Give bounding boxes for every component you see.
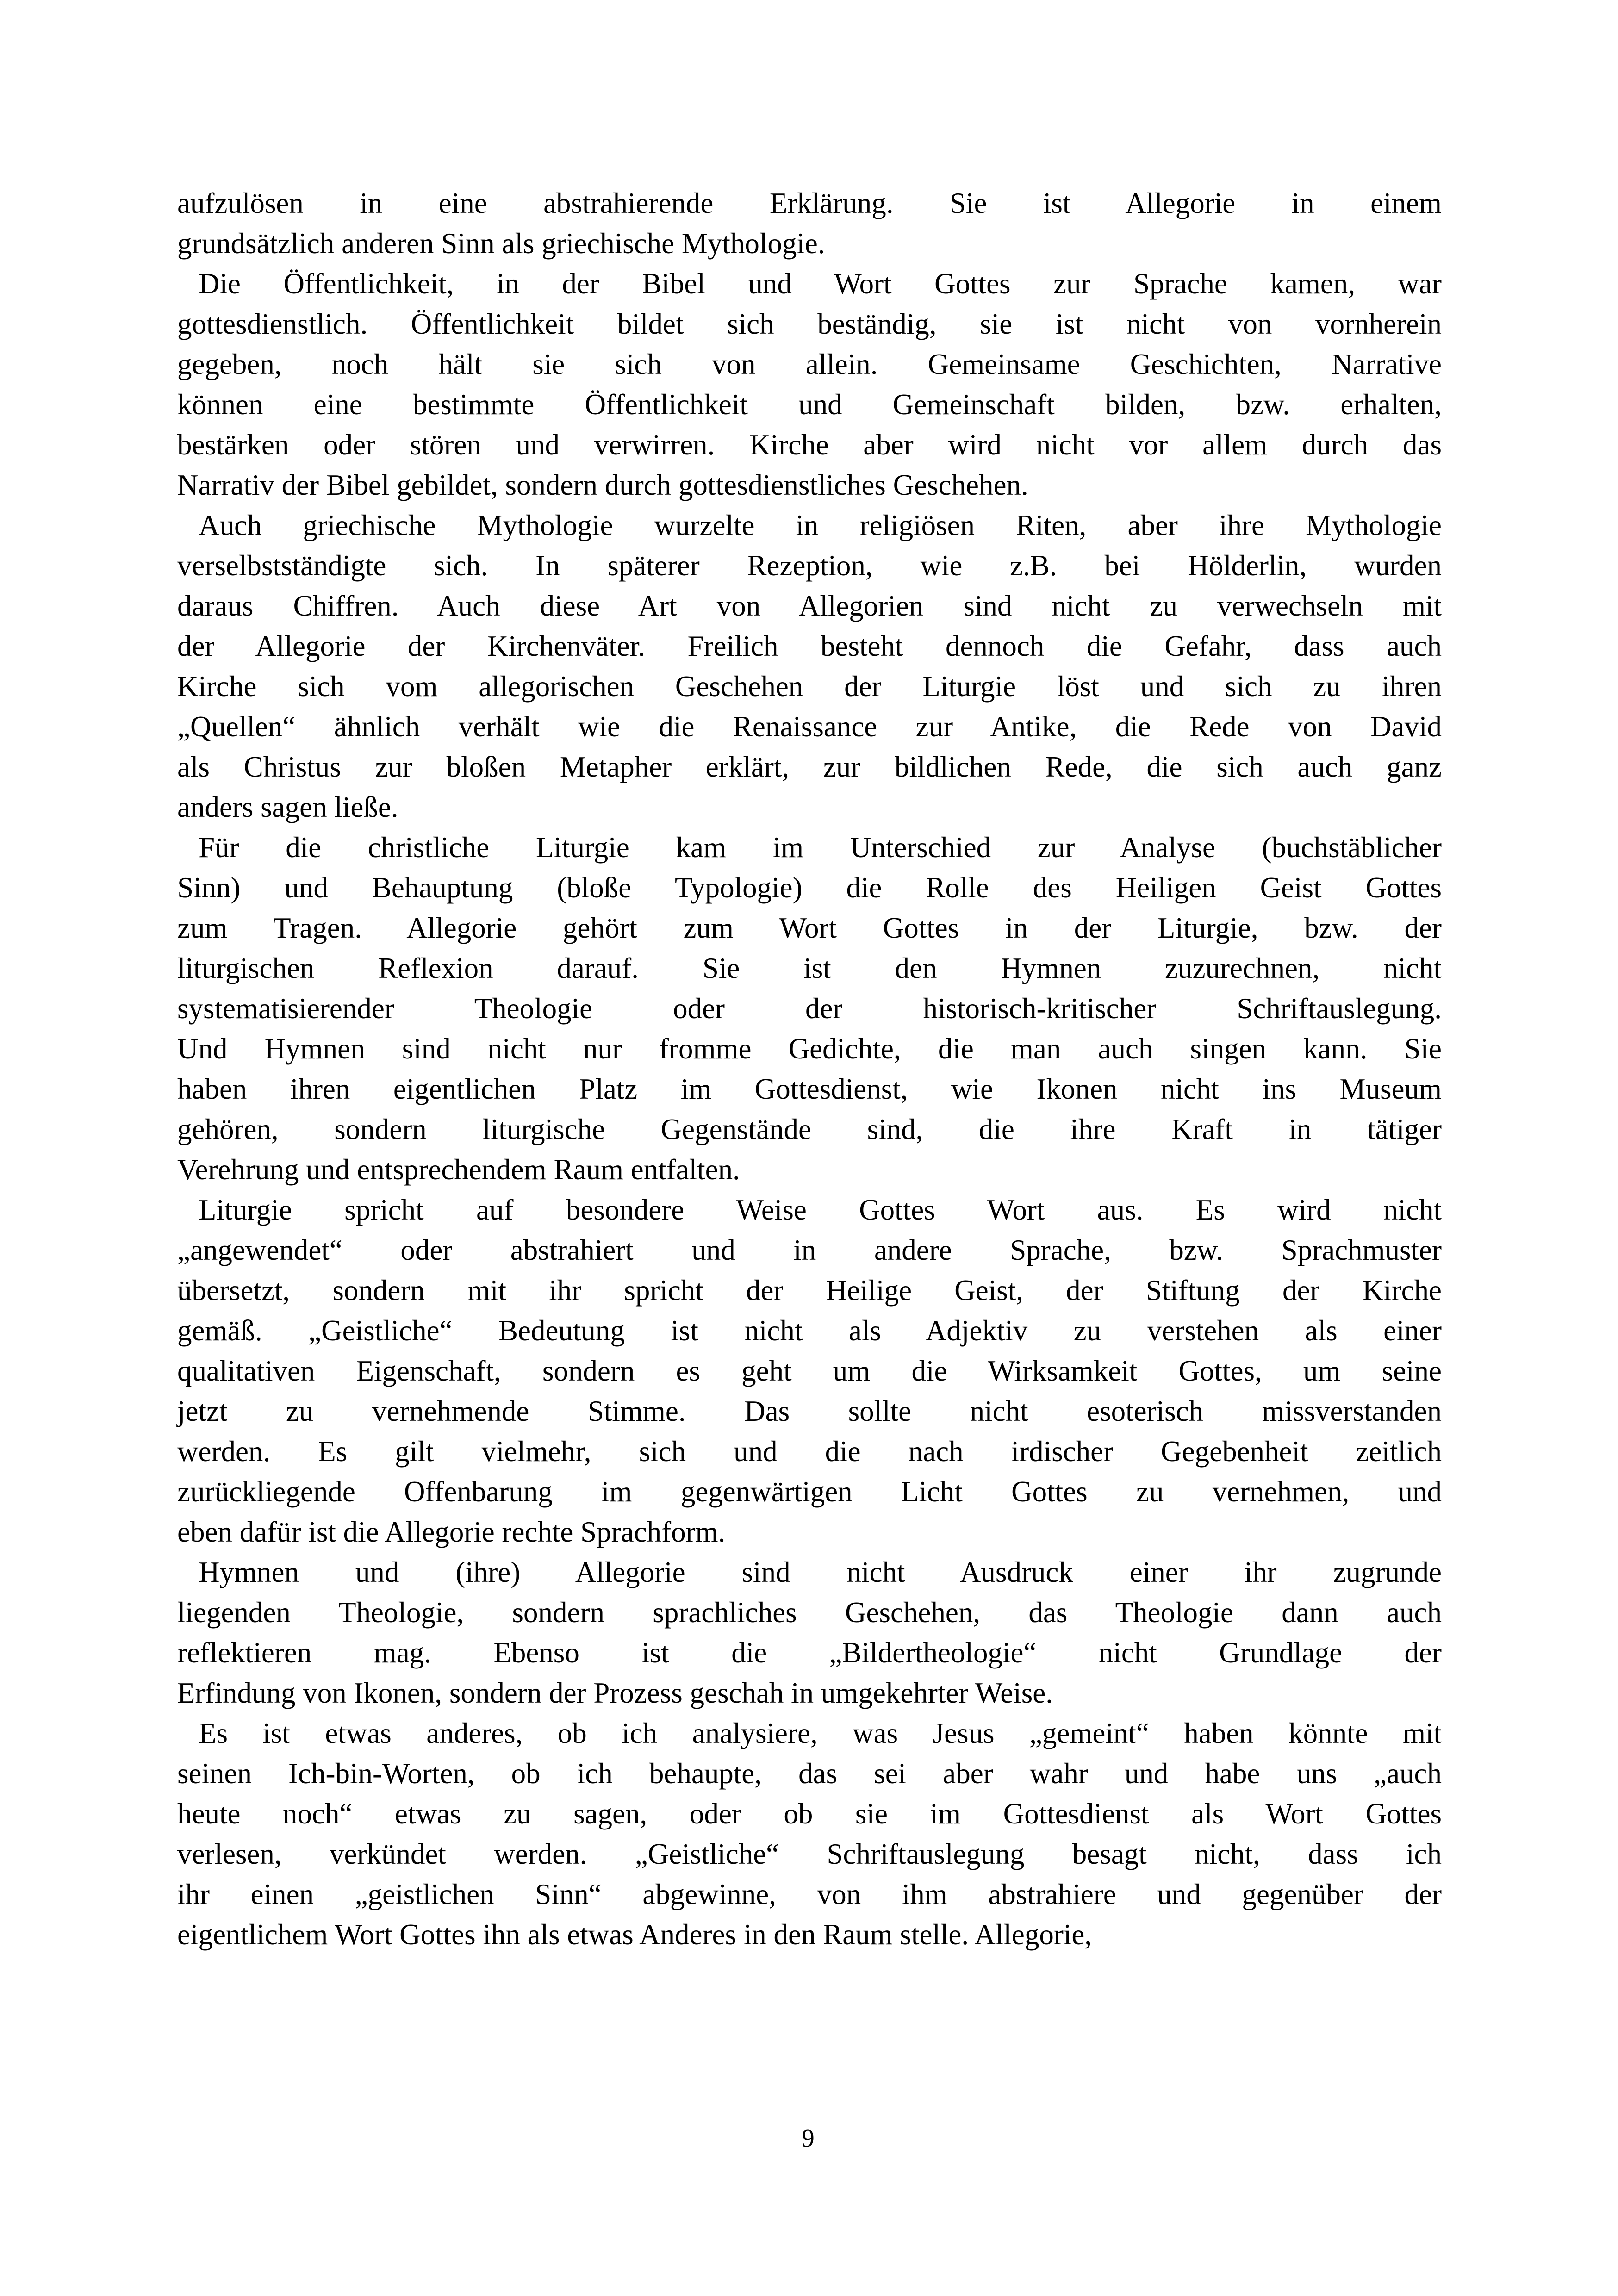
- text-line: zum Tragen. Allegorie gehört zum Wort Gottes in der Liturgie, bzw. der: [177, 912, 1442, 944]
- text-line: gegeben, noch hält sie sich von allein. Gemeinsame Geschichten, Narrative: [177, 348, 1442, 380]
- text-line: der Allegorie der Kirchenväter. Freilich besteht dennoch die Gefahr, dass auch: [177, 630, 1442, 662]
- text-line: Sinn) und Behauptung (bloße Typologie) die Rolle des Heiligen Geist Gottes: [177, 871, 1442, 904]
- text-line: Die Öffentlichkeit, in der Bibel und Wort Gottes zur Sprache kamen, war: [199, 268, 1442, 300]
- text-line: „angewendet“ oder abstrahiert und in andere Sprache, bzw. Sprachmuster: [177, 1234, 1442, 1266]
- paragraph: [177, 264, 1442, 505]
- text-line: aufzulösen in eine abstrahierende Erklärung. Sie ist Allegorie in einem: [177, 187, 1442, 219]
- paragraph: [177, 505, 1442, 828]
- text-line: Auch griechische Mythologie wurzelte in religiösen Riten, aber ihre Mythologie: [199, 509, 1442, 541]
- text-line: als Christus zur bloßen Metapher erklärt, zur bildlichen Rede, die sich auch ganz: [177, 751, 1442, 783]
- text-line: liegenden Theologie, sondern sprachliches Geschehen, das Theologie dann auch: [177, 1596, 1442, 1629]
- text-line: Narrativ der Bibel gebildet, sondern durch gottesdienstliches Geschehen.: [177, 469, 1028, 501]
- text-line: können eine bestimmte Öffentlichkeit und Gemeinschaft bilden, bzw. erhalten,: [177, 388, 1442, 421]
- text-line: verselbstständigte sich. In späterer Rezeption, wie z.B. bei Hölderlin, wurden: [177, 549, 1442, 582]
- text-line: liturgischen Reflexion darauf. Sie ist den Hymnen zuzurechnen, nicht: [177, 952, 1442, 984]
- text-line: seinen Ich-bin-Worten, ob ich behaupte, das sei aber wahr und habe uns „auch: [177, 1757, 1442, 1790]
- text-line: eben dafür ist die Allegorie rechte Sprachform.: [177, 1516, 726, 1548]
- text-line: systematisierender Theologie oder der historisch-kritischer Schriftauslegung.: [177, 992, 1442, 1025]
- text-line: Liturgie spricht auf besondere Weise Gottes Wort aus. Es wird nicht: [199, 1194, 1442, 1226]
- text-line: Kirche sich vom allegorischen Geschehen der Liturgie löst und sich zu ihren: [177, 670, 1442, 703]
- text-line: werden. Es gilt vielmehr, sich und die nach irdischer Gegebenheit zeitlich: [177, 1435, 1442, 1468]
- text-line: ihr einen „geistlichen Sinn“ abgewinne, von ihm abstrahiere und gegenüber der: [177, 1878, 1442, 1910]
- text-line: gehören, sondern liturgische Gegenstände sind, die ihre Kraft in tätiger: [177, 1113, 1442, 1145]
- text-line: zurückliegende Offenbarung im gegenwärtigen Licht Gottes zu vernehmen, und: [177, 1475, 1442, 1508]
- text-line: eigentlichem Wort Gottes ihn als etwas Anderes in den Raum stelle. Allegorie,: [177, 1918, 1092, 1951]
- text-line: haben ihren eigentlichen Platz im Gottesdienst, wie Ikonen nicht ins Museum: [177, 1073, 1442, 1105]
- paragraph: [177, 1190, 1442, 1552]
- text-line: gemäß. „Geistliche“ Bedeutung ist nicht als Adjektiv zu verstehen als einer: [177, 1314, 1442, 1347]
- text-line: Hymnen und (ihre) Allegorie sind nicht Ausdruck einer ihr zugrunde: [199, 1556, 1442, 1588]
- text-line: Erfindung von Ikonen, sondern der Prozess geschah in umgekehrter Weise.: [177, 1677, 1053, 1709]
- text-line: „Quellen“ ähnlich verhält wie die Renaissance zur Antike, die Rede von David: [177, 710, 1442, 743]
- text-line: jetzt zu vernehmende Stimme. Das sollte nicht esoterisch missverstanden: [177, 1395, 1442, 1427]
- text-line: Es ist etwas anderes, ob ich analysiere, was Jesus „gemeint“ haben könnte mit: [199, 1717, 1442, 1749]
- paragraph: [177, 183, 1442, 264]
- text-line: bestärken oder stören und verwirren. Kirche aber wird nicht vor allem durch das: [177, 429, 1442, 461]
- text-line: Verehrung und entsprechendem Raum entfalten.: [177, 1153, 740, 1186]
- text-line: verlesen, verkündet werden. „Geistliche“ Schriftauslegung besagt nicht, dass ich: [177, 1838, 1442, 1870]
- text-line: reflektieren mag. Ebenso ist die „Bildertheologie“ nicht Grundlage der: [177, 1636, 1442, 1669]
- text-line: übersetzt, sondern mit ihr spricht der Heilige Geist, der Stiftung der Kirche: [177, 1274, 1442, 1307]
- paragraph: [177, 828, 1442, 1190]
- paragraph: [177, 1552, 1442, 1713]
- text-line: gottesdienstlich. Öffentlichkeit bildet sich beständig, sie ist nicht von vornherein: [177, 308, 1442, 340]
- text-line: heute noch“ etwas zu sagen, oder ob sie im Gottesdienst als Wort Gottes: [177, 1798, 1442, 1830]
- text-line: Und Hymnen sind nicht nur fromme Gedichte, die man auch singen kann. Sie: [177, 1033, 1442, 1065]
- page-number: 9: [802, 2124, 815, 2152]
- text-line: daraus Chiffren. Auch diese Art von Allegorien sind nicht zu verwechseln mit: [177, 590, 1442, 622]
- text-line: qualitativen Eigenschaft, sondern es geht um die Wirksamkeit Gottes, um seine: [177, 1355, 1442, 1387]
- body-text: [177, 0, 1442, 1955]
- paragraph: [177, 1713, 1442, 1955]
- text-line: grundsätzlich anderen Sinn als griechische Mythologie.: [177, 227, 825, 260]
- text-line: Für die christliche Liturgie kam im Unterschied zur Analyse (buchstäblicher: [199, 831, 1442, 864]
- text-line: anders sagen ließe.: [177, 791, 398, 823]
